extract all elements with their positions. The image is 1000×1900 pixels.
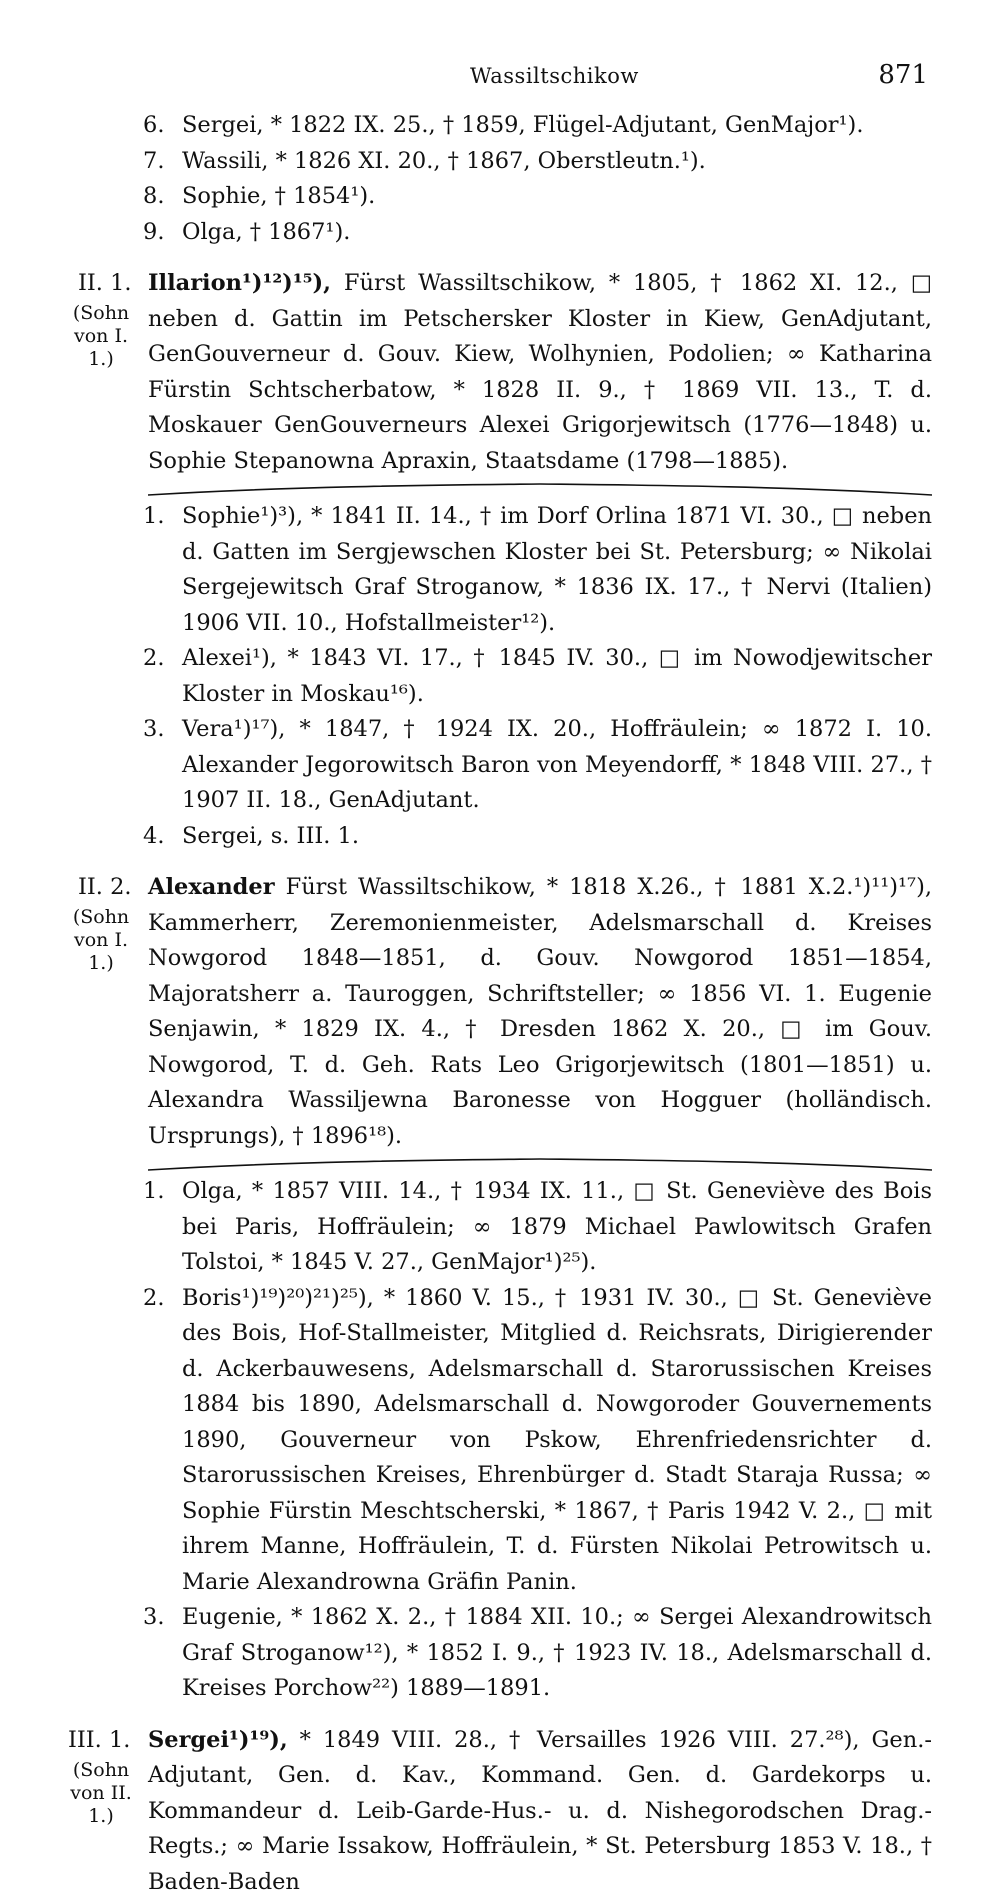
list-item: [148, 144, 932, 180]
parent-note: (Sohn von I. 1.): [62, 906, 140, 975]
list-item: [148, 1174, 932, 1281]
entry-name: Sergei¹)¹⁹),: [148, 1727, 288, 1753]
list-item: [148, 499, 932, 641]
list-item: [148, 179, 932, 215]
item-number: 4.: [143, 819, 164, 855]
item-text: Sophie¹)³), * 1841 II. 14., † im Dorf Orlina 1871 VI. 30., □ neben d. Gatten im Sergjewschen Kloster bei St. Petersburg; ∞ Nikolai Sergejewitsch Graf Stroganow, * 1836 IX. 17., † Nervi (Italien) 1906 VII. 10., Hofstallmeister¹²).: [148, 499, 932, 641]
item-number: 2.: [143, 1281, 164, 1317]
children-list: [0, 499, 1000, 854]
parent-note: (Sohn von I. 1.): [62, 302, 140, 371]
list-item: [148, 712, 932, 819]
item-text: Olga, * 1857 VIII. 14., † 1934 IX. 11., □ St. Geneviève des Bois bei Paris, Hoffräulein; ∞ 1879 Michael Pawlowitsch Grafen Tolstoi, * 1845 V. 27., GenMajor¹)²⁵).: [148, 1174, 932, 1281]
item-text: Wassili, * 1826 XI. 20., † 1867, Oberstleutn.¹).: [148, 144, 932, 180]
item-text: Vera¹)¹⁷), * 1847, † 1924 IX. 20., Hoffräulein; ∞ 1872 I. 10. Alexander Jegorowitsch Baron von Meyendorff, * 1848 VIII. 27., † 1907 II. 18., GenAdjutant.: [148, 712, 932, 819]
list-item: [148, 1281, 932, 1601]
running-head: [0, 58, 1000, 92]
family-divider: [148, 483, 932, 497]
generation-number: II. 2.: [78, 870, 132, 906]
children-list-continued: [0, 108, 1000, 250]
entry-body: Fürst Wassiltschikow, * 1818 X.26., † 1881 X.2.¹)¹¹)¹⁷), Kammerherr, Zeremonienmeister, Adelsmarschall d. Kreises Nowgorod 1848—1851, d. Gouv. Nowgorod 1851—1854, Majoratsherr a. Tauroggen, Schriftsteller; ∞ 1856 VI. 1. Eugenie Senjawin, * 1829 IX. 4., † Dresden 1862 X. 20., □ im Gouv. Nowgorod, T. d. Geh. Rats Leo Grigorjewitsch (1801—1851) u. Alexandra Wassiljewna Baronesse von Hogguer (holländisch. Ursprungs), † 1896¹⁸).: [148, 874, 932, 1149]
entry-text: [148, 266, 932, 479]
item-number: 8.: [143, 179, 164, 215]
children-list: [0, 1174, 1000, 1707]
page-number: 871: [878, 60, 928, 90]
item-number: 7.: [143, 144, 164, 180]
item-number: 2.: [143, 641, 164, 677]
list-item: [148, 108, 932, 144]
parent-note: (Sohn von II. 1.): [62, 1759, 140, 1828]
item-text: Alexei¹), * 1843 VI. 17., † 1845 IV. 30., □ im Nowodjewitscher Kloster in Moskau¹⁶).: [148, 641, 932, 712]
item-number: 3.: [143, 712, 164, 748]
item-text: Sergei, s. III. 1.: [148, 819, 932, 855]
entry-text: [148, 1723, 932, 1900]
item-text: Olga, † 1867¹).: [148, 215, 932, 251]
generation-number: III. 1.: [68, 1723, 130, 1759]
item-number: 3.: [143, 1600, 164, 1636]
item-number: 1.: [143, 499, 164, 535]
item-number: 9.: [143, 215, 164, 251]
entry-name: Illarion¹)¹²)¹⁵),: [148, 270, 331, 296]
entry-name: Alexander: [148, 874, 275, 900]
item-text: Eugenie, * 1862 X. 2., † 1884 XII. 10.; ∞ Sergei Alexandrowitsch Graf Stroganow¹²), * 1852 I. 9., † 1923 IV. 18., Adelsmarschall d. Kreises Porchow²²) 1889—1891.: [148, 1600, 932, 1707]
genealogy-entry: [0, 1723, 1000, 1900]
running-title: Wassiltschikow: [470, 64, 639, 88]
item-text: Boris¹)¹⁹)²⁰)²¹)²⁵), * 1860 V. 15., † 1931 IV. 30., □ St. Geneviève des Bois, Hof-Stallmeister, Mitglied d. Reichsrats, Dirigierender d. Ackerbauwesens, Adelsmarschall d. Starorussischen Kreises 1884 bis 1890, Adelsmarschall d. Nowgoroder Gouvernements 1890, Gouverneur von Pskow, Ehrenfriedensrichter d. Starorussischen Kreises, Ehrenbürger d. Stadt Staraja Russa; ∞ Sophie Fürstin Meschtscherski, * 1867, † Paris 1942 V. 2., □ mit ihrem Manne, Hoffräulein, T. d. Fürsten Nikolai Petrowitsch u. Marie Alexandrowna Gräfin Panin.: [148, 1281, 932, 1601]
entry-text: [148, 870, 932, 1154]
list-item: [148, 215, 932, 251]
item-text: Sergei, * 1822 IX. 25., † 1859, Flügel-Adjutant, GenMajor¹).: [148, 108, 932, 144]
item-number: 6.: [143, 108, 164, 144]
generation-number: II. 1.: [78, 266, 132, 302]
page-content: [0, 108, 1000, 1900]
entry-body: Fürst Wassiltschikow, * 1805, † 1862 XI. 12., □ neben d. Gattin im Petschersker Kloster in Kiew, GenAdjutant, GenGouverneur d. Gouv. Kiew, Wolhynien, Podolien; ∞ Katharina Fürstin Schtscherbatow, * 1828 II. 9., † 1869 VII. 13., T. d. Moskauer GenGouverneurs Alexei Grigorjewitsch (1776—1848) u. Sophie Stepanowna Apraxin, Staatsdame (1798—1885).: [148, 270, 932, 474]
genealogy-entry: [0, 266, 1000, 479]
genealogy-entry: [0, 870, 1000, 1154]
item-number: 1.: [143, 1174, 164, 1210]
family-divider: [148, 1158, 932, 1172]
item-text: Sophie, † 1854¹).: [148, 179, 932, 215]
list-item: [148, 819, 932, 855]
list-item: [148, 641, 932, 712]
list-item: [148, 1600, 932, 1707]
entry-body: * 1849 VIII. 28., † Versailles 1926 VIII. 27.²⁸), Gen.-Adjutant, Gen. d. Kav., Kommand. Gen. d. Gardekorps u. Kommandeur d. Leib-Garde-Hus.- u. d. Nishegorodschen Drag.-Regts.; ∞ Marie Issakow, Hoffräulein, * St. Petersburg 1853 V. 18., † Baden-Baden: [148, 1727, 932, 1895]
